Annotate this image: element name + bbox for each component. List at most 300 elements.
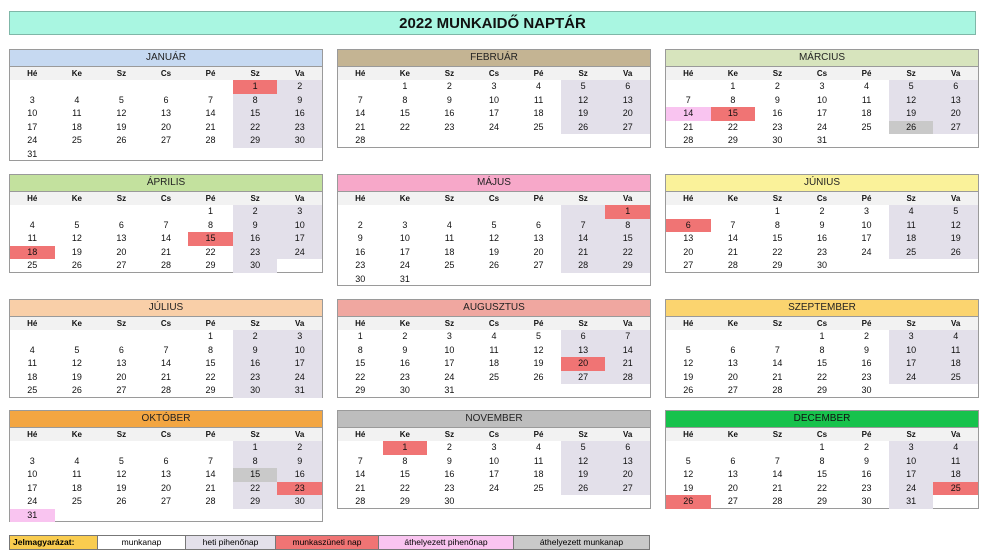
- weekday-label: Sz: [578, 319, 588, 328]
- day-cell: 9: [446, 94, 452, 105]
- day-cell: 27: [561, 371, 606, 385]
- empty-cell: [561, 273, 606, 287]
- day-cell: 7: [357, 94, 363, 105]
- weekday-label: Hé: [355, 430, 366, 439]
- weekday-label: Hé: [355, 319, 366, 328]
- day-cell: 22: [816, 482, 827, 493]
- empty-cell: [889, 259, 934, 273]
- day-cell: 19: [933, 232, 978, 246]
- day-cell: 13: [683, 233, 694, 243]
- empty-cell: [99, 80, 144, 94]
- day-cell: 9: [277, 94, 322, 108]
- empty-cell: [277, 259, 322, 273]
- day-cell: 20: [116, 246, 127, 257]
- day-cell: 12: [116, 108, 127, 118]
- day-cell: 5: [74, 219, 80, 230]
- weekday-label: Sz: [906, 69, 916, 78]
- day-cell: 26: [488, 260, 499, 270]
- empty-cell: [472, 495, 517, 509]
- day-cell: 29: [205, 385, 216, 395]
- empty-cell: [516, 495, 561, 509]
- day-cell: 2: [233, 205, 278, 219]
- day-cell: 8: [402, 94, 408, 105]
- day-cell: 30: [861, 385, 872, 395]
- day-cell: 19: [116, 121, 127, 132]
- day-cell: 17: [488, 108, 499, 118]
- day-cell: 17: [444, 358, 455, 368]
- day-cell: 12: [488, 233, 499, 243]
- weekday-label: Ke: [399, 319, 410, 328]
- day-cell: 15: [233, 107, 278, 121]
- weekday-label: Ke: [71, 430, 82, 439]
- empty-cell: [277, 509, 322, 523]
- day-cell: 31: [444, 385, 455, 395]
- day-cell: 6: [118, 344, 124, 355]
- month-name: SZEPTEMBER: [666, 300, 978, 317]
- empty-cell: [233, 509, 278, 523]
- empty-cell: [516, 205, 561, 219]
- day-cell: 4: [536, 81, 542, 91]
- day-cell: 19: [561, 468, 606, 482]
- day-cell: 2: [864, 331, 870, 341]
- day-cell: 6: [536, 219, 542, 230]
- empty-cell: [844, 134, 889, 148]
- day-cell: 3: [889, 330, 934, 344]
- day-cell: 19: [71, 371, 82, 382]
- day-cell: 15: [816, 469, 827, 479]
- weekday-label: Cs: [160, 69, 172, 78]
- empty-cell: [666, 330, 711, 344]
- weekday-label: Hé: [27, 194, 38, 203]
- weekday-label: Cs: [160, 194, 172, 203]
- weekday-label: Va: [951, 194, 961, 203]
- day-cell: 13: [727, 469, 738, 479]
- day-cell: 25: [933, 482, 978, 496]
- month-július: [9, 299, 323, 398]
- empty-cell: [666, 441, 711, 455]
- day-cell: 7: [730, 219, 736, 230]
- day-cell: 1: [357, 331, 363, 341]
- day-cell: 12: [683, 469, 694, 479]
- day-cell: 12: [71, 358, 82, 368]
- day-cell: 30: [772, 135, 783, 145]
- empty-cell: [338, 441, 383, 455]
- weekday-label: Cs: [488, 430, 500, 439]
- weekday-label: Hé: [683, 430, 694, 439]
- day-cell: 31: [399, 273, 410, 284]
- day-cell: 12: [683, 358, 694, 368]
- legend-item-munkanap: munkanap: [98, 536, 186, 549]
- day-cell: 11: [889, 219, 934, 233]
- weekday-label: Va: [295, 430, 305, 439]
- day-cell: 20: [160, 121, 171, 132]
- day-cell: 31: [277, 384, 322, 398]
- day-cell: 26: [889, 121, 934, 135]
- weekday-label: Va: [951, 69, 961, 78]
- weekday-label: Hé: [355, 194, 366, 203]
- day-cell: 4: [864, 81, 870, 91]
- empty-cell: [605, 134, 650, 148]
- day-cell: 14: [355, 469, 366, 479]
- day-cell: 12: [533, 344, 544, 355]
- day-cell: 23: [233, 371, 278, 385]
- day-cell: 22: [605, 246, 650, 260]
- day-cell: 10: [889, 344, 934, 358]
- day-cell: 9: [774, 94, 780, 105]
- empty-cell: [889, 134, 934, 148]
- month-name: JÚLIUS: [10, 300, 322, 317]
- day-cell: 1: [605, 205, 650, 219]
- day-cell: 8: [402, 455, 408, 466]
- empty-cell: [933, 384, 978, 398]
- day-cell: 24: [861, 246, 872, 257]
- day-cell: 24: [889, 482, 934, 496]
- day-cell: 26: [561, 482, 606, 496]
- weekday-label: Ke: [71, 69, 82, 78]
- empty-cell: [188, 148, 233, 162]
- day-cell: 26: [71, 385, 82, 395]
- weekday-label: Pé: [861, 319, 872, 328]
- day-cell: 11: [489, 344, 499, 355]
- empty-cell: [55, 509, 100, 523]
- day-cell: 18: [71, 482, 82, 493]
- day-cell: 17: [27, 121, 38, 132]
- day-cell: 19: [683, 371, 694, 382]
- day-cell: 17: [488, 469, 499, 479]
- day-cell: 15: [399, 469, 410, 479]
- day-cell: 26: [683, 385, 694, 395]
- day-cell: 27: [933, 121, 978, 135]
- day-cell: 13: [727, 358, 738, 368]
- day-cell: 6: [730, 344, 736, 355]
- weekday-header: [10, 428, 322, 441]
- day-cell: 1: [730, 81, 736, 91]
- day-cell: 20: [160, 482, 171, 493]
- empty-cell: [472, 134, 517, 148]
- day-cell: 20: [533, 246, 544, 257]
- day-cell: 22: [205, 371, 216, 382]
- day-cell: 23: [355, 260, 366, 270]
- day-cell: 4: [29, 219, 35, 230]
- month-name: JANUÁR: [10, 50, 322, 67]
- day-cell: 12: [561, 455, 606, 469]
- month-október: [9, 410, 323, 522]
- empty-cell: [188, 509, 233, 523]
- day-cell: 8: [233, 94, 278, 108]
- weekday-label: Va: [951, 430, 961, 439]
- weekday-label: Sz: [250, 194, 260, 203]
- day-cell: 12: [933, 219, 978, 233]
- empty-cell: [605, 384, 650, 398]
- day-cell: 22: [772, 246, 783, 257]
- weekday-label: Hé: [355, 69, 366, 78]
- day-cell: 10: [488, 455, 499, 466]
- weekday-label: Cs: [816, 194, 828, 203]
- day-grid: [338, 205, 650, 286]
- day-cell: 24: [27, 135, 38, 145]
- day-cell: 22: [233, 482, 278, 496]
- weekday-label: Ke: [71, 194, 82, 203]
- day-cell: 4: [933, 330, 978, 344]
- month-name: MÁJUS: [338, 175, 650, 192]
- weekday-label: Pé: [205, 69, 216, 78]
- day-cell: 26: [71, 260, 82, 270]
- weekday-label: Sz: [116, 69, 127, 78]
- day-cell: 9: [819, 219, 825, 230]
- empty-cell: [338, 205, 383, 219]
- weekday-header: [10, 67, 322, 80]
- day-cell: 11: [72, 469, 82, 479]
- empty-cell: [561, 134, 606, 148]
- day-cell: 25: [933, 371, 978, 385]
- empty-cell: [427, 273, 472, 287]
- day-cell: 5: [889, 80, 934, 94]
- day-cell: 2: [446, 81, 452, 91]
- day-cell: 3: [864, 206, 870, 216]
- weekday-label: Pé: [533, 69, 544, 78]
- empty-cell: [144, 148, 189, 162]
- day-cell: 7: [605, 330, 650, 344]
- day-cell: 26: [533, 371, 544, 382]
- legend-label: Jelmagyarázat:: [10, 536, 98, 549]
- day-cell: 22: [399, 121, 410, 132]
- day-cell: 8: [605, 219, 650, 233]
- month-name: NOVEMBER: [338, 411, 650, 428]
- day-cell: 2: [819, 206, 825, 216]
- empty-cell: [55, 205, 100, 219]
- empty-cell: [427, 134, 472, 148]
- day-cell: 12: [561, 94, 606, 108]
- day-cell: 5: [685, 344, 691, 355]
- day-cell: 29: [816, 385, 827, 395]
- day-cell: 6: [666, 219, 711, 233]
- empty-cell: [55, 330, 100, 344]
- day-cell: 8: [357, 344, 363, 355]
- day-cell: 26: [116, 496, 127, 506]
- day-cell: 24: [277, 246, 322, 260]
- empty-cell: [844, 259, 889, 273]
- empty-cell: [99, 509, 144, 523]
- weekday-label: Sz: [578, 194, 588, 203]
- day-cell: 19: [889, 107, 934, 121]
- weekday-label: Sz: [116, 430, 127, 439]
- day-cell: 15: [711, 107, 756, 121]
- weekday-header: [666, 192, 978, 205]
- day-cell: 21: [355, 482, 366, 493]
- day-cell: 24: [488, 482, 499, 493]
- weekday-label: Pé: [861, 194, 872, 203]
- day-cell: 19: [533, 358, 544, 368]
- month-name: ÁPRILIS: [10, 175, 322, 192]
- day-cell: 20: [561, 357, 606, 371]
- day-cell: 4: [933, 441, 978, 455]
- day-cell: 26: [666, 495, 711, 509]
- day-cell: 28: [160, 260, 171, 270]
- day-cell: 2: [233, 330, 278, 344]
- day-cell: 31: [27, 148, 38, 159]
- empty-cell: [99, 441, 144, 455]
- day-cell: 30: [355, 273, 366, 284]
- day-cell: 17: [277, 232, 322, 246]
- weekday-label: Ke: [727, 194, 738, 203]
- day-cell: 21: [205, 121, 216, 132]
- day-cell: 10: [444, 344, 455, 355]
- day-cell: 18: [533, 108, 544, 118]
- day-cell: 15: [205, 358, 216, 368]
- empty-cell: [711, 330, 756, 344]
- weekday-label: Sz: [906, 319, 916, 328]
- day-cell: 11: [933, 455, 978, 469]
- day-cell: 11: [72, 108, 82, 118]
- day-cell: 3: [889, 441, 934, 455]
- legend-item-athelyezett-pihenonap: áthelyezett pihenőnap: [379, 536, 514, 549]
- empty-cell: [755, 330, 800, 344]
- day-cell: 25: [533, 482, 544, 493]
- empty-cell: [561, 384, 606, 398]
- day-cell: 30: [816, 260, 827, 270]
- day-cell: 6: [163, 455, 169, 466]
- month-name: FEBRUÁR: [338, 50, 650, 67]
- day-cell: 30: [444, 496, 455, 506]
- day-cell: 27: [727, 496, 738, 506]
- month-március: [665, 49, 979, 148]
- day-cell: 30: [861, 496, 872, 506]
- weekday-header: [666, 67, 978, 80]
- day-cell: 8: [730, 94, 736, 105]
- day-grid: [338, 80, 650, 148]
- empty-cell: [233, 148, 278, 162]
- day-cell: 20: [116, 371, 127, 382]
- day-cell: 25: [444, 260, 455, 270]
- day-cell: 31: [889, 495, 934, 509]
- day-cell: 14: [666, 107, 711, 121]
- day-cell: 28: [727, 260, 738, 270]
- weekday-label: Sz: [116, 194, 127, 203]
- day-cell: 3: [29, 94, 35, 105]
- day-cell: 29: [727, 135, 738, 145]
- day-cell: 12: [116, 469, 127, 479]
- day-cell: 1: [774, 206, 780, 216]
- day-cell: 1: [819, 442, 825, 452]
- weekday-label: Ke: [727, 430, 738, 439]
- day-cell: 2: [864, 442, 870, 452]
- weekday-label: Va: [623, 194, 633, 203]
- empty-cell: [55, 441, 100, 455]
- day-cell: 7: [163, 219, 169, 230]
- day-cell: 13: [533, 233, 544, 243]
- weekday-label: Hé: [683, 69, 694, 78]
- day-cell: 10: [488, 94, 499, 105]
- day-cell: 11: [861, 94, 872, 105]
- weekday-label: Ke: [399, 69, 410, 78]
- day-cell: 16: [444, 108, 455, 118]
- day-cell: 18: [933, 357, 978, 371]
- day-cell: 23: [444, 482, 455, 493]
- day-cell: 27: [727, 385, 738, 395]
- day-cell: 17: [399, 246, 410, 257]
- day-cell: 29: [233, 134, 278, 148]
- day-cell: 19: [71, 246, 82, 257]
- empty-cell: [10, 330, 55, 344]
- day-cell: 30: [233, 259, 278, 273]
- weekday-label: Ke: [71, 319, 82, 328]
- day-cell: 14: [205, 469, 216, 479]
- weekday-header: [666, 428, 978, 441]
- day-cell: 14: [561, 232, 606, 246]
- day-cell: 23: [861, 482, 872, 493]
- day-cell: 4: [889, 205, 934, 219]
- day-cell: 16: [861, 358, 872, 368]
- day-cell: 11: [933, 344, 978, 358]
- legend-item-heti-pihenonap: heti pihenőnap: [186, 536, 276, 549]
- weekday-label: Pé: [205, 430, 216, 439]
- empty-cell: [99, 148, 144, 162]
- weekday-label: Cs: [488, 319, 500, 328]
- day-cell: 29: [233, 495, 278, 509]
- weekday-header: [10, 192, 322, 205]
- day-cell: 11: [27, 233, 37, 243]
- legend: [9, 535, 650, 550]
- weekday-label: Pé: [861, 430, 872, 439]
- month-name: AUGUSZTUS: [338, 300, 650, 317]
- day-cell: 28: [205, 135, 216, 145]
- day-cell: 22: [816, 371, 827, 382]
- empty-cell: [338, 80, 383, 94]
- empty-cell: [383, 205, 428, 219]
- day-cell: 24: [816, 121, 827, 132]
- weekday-header: [338, 192, 650, 205]
- day-cell: 14: [727, 233, 738, 243]
- day-cell: 23: [399, 371, 410, 382]
- day-cell: 25: [27, 260, 38, 270]
- day-cell: 3: [29, 455, 35, 466]
- day-cell: 22: [355, 371, 366, 382]
- day-cell: 18: [889, 232, 934, 246]
- empty-cell: [55, 80, 100, 94]
- day-cell: 24: [399, 260, 410, 270]
- empty-cell: [472, 273, 517, 287]
- empty-cell: [144, 441, 189, 455]
- weekday-label: Va: [295, 319, 305, 328]
- day-cell: 29: [816, 496, 827, 506]
- day-cell: 7: [561, 219, 606, 233]
- day-cell: 16: [277, 107, 322, 121]
- day-grid: [10, 330, 322, 398]
- weekday-label: Sz: [250, 319, 260, 328]
- month-szeptember: [665, 299, 979, 398]
- day-cell: 25: [889, 246, 934, 260]
- weekday-label: Sz: [444, 69, 455, 78]
- empty-cell: [605, 495, 650, 509]
- empty-cell: [561, 495, 606, 509]
- empty-cell: [561, 205, 606, 219]
- day-cell: 28: [205, 496, 216, 506]
- day-cell: 25: [71, 135, 82, 145]
- day-cell: 18: [444, 246, 455, 257]
- day-cell: 4: [491, 331, 497, 341]
- weekday-label: Hé: [683, 319, 694, 328]
- day-cell: 29: [205, 260, 216, 270]
- day-cell: 23: [277, 121, 322, 135]
- month-május: [337, 174, 651, 286]
- day-cell: 15: [399, 108, 410, 118]
- weekday-label: Sz: [906, 194, 916, 203]
- day-cell: 23: [861, 371, 872, 382]
- day-cell: 22: [399, 482, 410, 493]
- day-cell: 2: [357, 219, 363, 230]
- day-cell: 26: [116, 135, 127, 145]
- weekday-label: Ke: [727, 319, 738, 328]
